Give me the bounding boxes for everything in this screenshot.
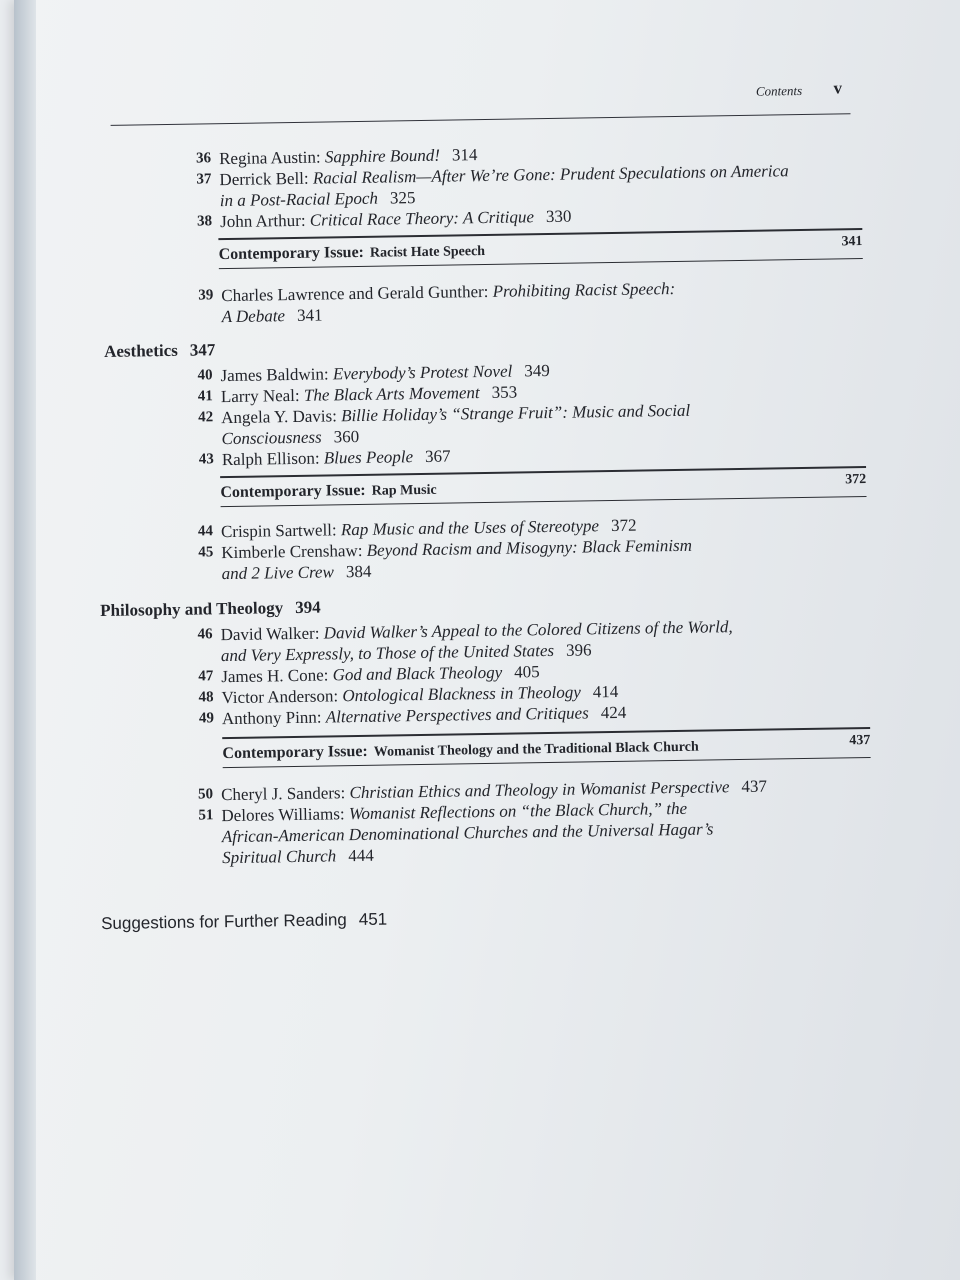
issue-topic: Rap Music [371, 482, 437, 499]
section-page: 394 [295, 597, 321, 617]
issue-page: 437 [849, 732, 871, 749]
entry-number: 43 [198, 451, 214, 468]
issue-page: 372 [845, 472, 867, 488]
entry-page: 349 [524, 360, 550, 381]
entry-title: David Walker’s Appeal to the Colored Citizens of the World, [323, 617, 733, 643]
entry-page: 384 [345, 561, 372, 582]
entry-title: Alternative Perspectives and Critiques [325, 703, 589, 727]
issue-topic: Womanist Theology and the Traditional Black Church [373, 739, 699, 760]
entry-page: 360 [333, 426, 360, 447]
page-gutter-edge [14, 0, 36, 1280]
entry-title: Billie Holiday’s “Strange Fruit”: Music and Social [340, 400, 691, 426]
entry-title: Rap Music and the Uses of Stereotype [340, 516, 600, 540]
entry-page: 444 [348, 845, 374, 866]
entry-author: Crispin Sartwell: [220, 520, 337, 542]
entry-number: 40 [197, 367, 213, 384]
entry-author: Kimberle Crenshaw: [221, 540, 363, 563]
entry-number: 37 [196, 171, 212, 188]
entry-page: 372 [610, 515, 637, 536]
entry-page: 405 [514, 662, 540, 682]
entry-author: Anthony Pinn: [221, 707, 322, 729]
section-page: 347 [189, 340, 216, 360]
entry-author: James H. Cone: [221, 665, 329, 687]
entry-title: Sapphire Bound! [324, 145, 441, 167]
entry-number: 51 [198, 807, 214, 824]
entry-title: Christian Ethics and Theology in Womanist Perspective [349, 777, 730, 803]
entry-title: Ontological Blackness in Theology [342, 682, 581, 706]
entry-page: 330 [545, 206, 572, 227]
entry-author: Cheryl J. Sanders: [220, 783, 346, 805]
entry-author: Charles Lawrence and Gerald Gunther: [221, 281, 489, 306]
further-reading-title: Suggestions for Further Reading [100, 910, 347, 934]
entry-author: Derrick Bell: [219, 168, 309, 190]
entry-page: 314 [451, 145, 478, 165]
entry-title-continued: A Debate [221, 306, 286, 327]
entry-author: Regina Austin: [218, 147, 321, 169]
entry-title: Blues People [323, 447, 414, 468]
entry-author: John Arthur: [219, 210, 306, 232]
entry-title-continued: Spiritual Church [221, 846, 337, 868]
entry-page: 353 [491, 382, 518, 402]
entry-number: 36 [195, 150, 212, 167]
entry-number: 49 [198, 710, 215, 727]
entry-number: 41 [197, 388, 213, 405]
entry-number: 46 [197, 626, 213, 643]
entry-author: Ralph Ellison: [221, 448, 320, 470]
entry-number: 38 [196, 213, 213, 230]
entry-title-continued: and 2 Live Crew [221, 562, 335, 584]
issue-topic: Racist Hate Speech [369, 243, 486, 261]
toc-entry-51 [111, 795, 872, 870]
entry-number: 45 [198, 544, 214, 561]
entry-page: 325 [389, 188, 416, 208]
book-page [14, 0, 960, 1280]
entry-number: 50 [197, 786, 214, 803]
entry-author: Larry Neal: [220, 385, 300, 407]
entry-page: 437 [741, 776, 768, 797]
header-label: Contents [755, 82, 803, 99]
entry-number: 44 [197, 523, 214, 540]
entry-number: 39 [198, 287, 214, 304]
entry-title: Prohibiting Racist Speech: [492, 278, 676, 301]
section-title: Philosophy and Theology [100, 598, 284, 621]
entry-title: Critical Race Theory: A Critique [309, 207, 535, 230]
entry-number: 48 [198, 689, 214, 706]
issue-label: Contemporary Issue: [220, 481, 366, 502]
entry-page: 367 [424, 446, 451, 466]
issue-label: Contemporary Issue: [222, 742, 368, 763]
entry-title: Everybody’s Protest Novel [332, 361, 513, 384]
issue-label: Contemporary Issue: [218, 243, 365, 264]
entry-page: 396 [565, 640, 592, 660]
entry-page: 341 [296, 305, 323, 325]
entry-title: Womanist Reflections on “the Black Church,” the [348, 798, 688, 824]
entry-author: Angela Y. Davis: [221, 406, 338, 428]
entry-author: Victor Anderson: [221, 686, 339, 708]
section-title: Aesthetics [103, 340, 178, 361]
entry-author: Delores Williams: [221, 804, 345, 826]
entry-author: David Walker: [220, 623, 320, 645]
entry-title-continued: and Very Expressly, to Those of the United States [220, 640, 555, 666]
issue-page: 341 [841, 234, 863, 250]
entry-title-continued: Consciousness [221, 427, 322, 449]
entry-page: 414 [592, 681, 619, 702]
entry-number: 47 [198, 668, 214, 685]
table-of-contents [100, 76, 873, 934]
entry-title: Racial Realism—After We’re Gone: Prudent Speculations on America [312, 161, 789, 188]
entry-number: 42 [198, 409, 214, 426]
header-page-number: v [833, 78, 843, 98]
entry-title-continued: African-American Denominational Churches and the Universal Hagar’s [221, 819, 714, 847]
entry-title-continued: in a Post-Racial Epoch [219, 188, 379, 211]
entry-author: James Baldwin: [220, 364, 329, 386]
entry-title: God and Black Theology [332, 662, 503, 685]
entry-title: Beyond Racism and Misogyny: Black Feminism [366, 535, 693, 560]
entry-title: The Black Arts Movement [303, 383, 480, 405]
further-reading-page: 451 [358, 909, 388, 930]
entry-page: 424 [600, 702, 627, 723]
